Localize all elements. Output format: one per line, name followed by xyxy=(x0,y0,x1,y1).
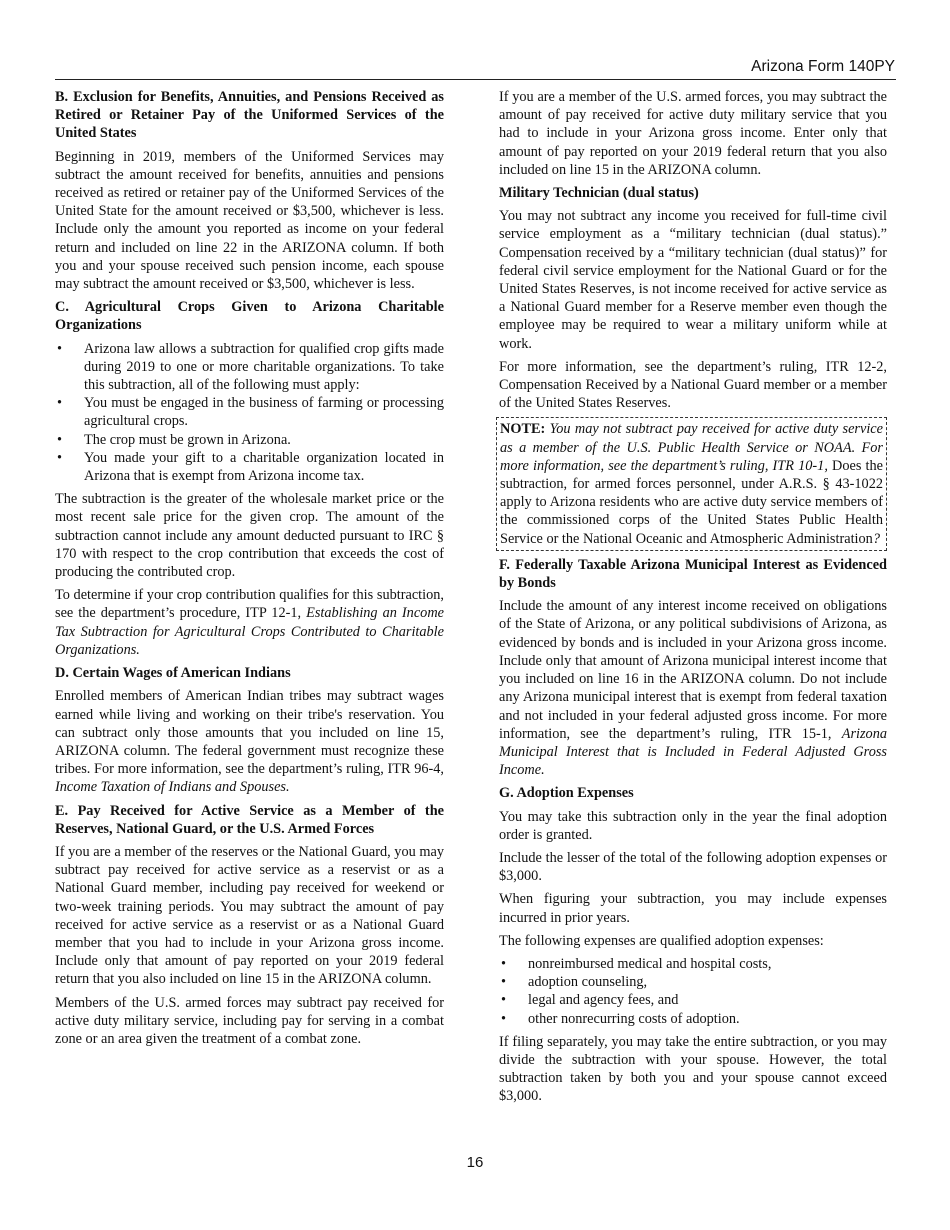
section-g-paragraph-1: You may take this subtraction only in the year the final adoption order is granted. xyxy=(499,808,887,843)
section-g-paragraph-5: If filing separately, you may take the entire subtraction, or you may divide the subtraction with your spouse. However, the total subtraction taken by both you and your spouse cannot exceed $3,000. xyxy=(499,1033,887,1105)
note-text: Does the subtraction, for armed forces personnel, under A.R.S. § 43-1022 apply to Arizona residents who are active duty service members of the commissioned corps of the United States Public Health Service or the National Oceanic and Atmospheric Administration xyxy=(500,457,884,547)
itp-reference-text: To determine if your crop contribution qualifies for this subtraction, see the department’s procedure, ITP 12-1, xyxy=(55,587,444,622)
note-italic-text: You may not subtract pay received for active duty service as a member of the U.S. Public Health Service or NOAA. For more information, see the department’s ruling, ITR 10-1, xyxy=(500,421,883,474)
note-label: NOTE: xyxy=(500,421,546,438)
left-column xyxy=(55,88,444,1053)
section-c-heading: C. Agricultural Crops Given to Arizona Charitable Organizations xyxy=(55,299,444,334)
section-f-text: Include the amount of any interest income received on obligations of the State of Arizona, or any political subdivisions of Arizona, as evidenced by bonds and is included in your Arizona gross income. Include only that amount of Arizona municipal interest income that you included on line 16 in the ARIZONA column. Do not include any Arizona municipal interest that is exempt from federal taxation and not included in your federal adjusted gross income. For more information, see the department’s ruling, ITR 15-1, xyxy=(499,598,887,742)
section-g-paragraph-3: When figuring your subtraction, you may include expenses incurred in prior years. xyxy=(499,891,887,926)
section-c-paragraph-2 xyxy=(55,586,444,659)
section-g-paragraph-4: The following expenses are qualified adoption expenses: xyxy=(499,932,824,949)
section-b-paragraph: Beginning in 2019, members of the Uniformed Services may subtract the amount received for benefits, annuities and pensions received as retired or retainer pay of the Uniformed Services of the United State for the amount received or $3,500, whichever is less. Include only the amount you reported as income on your federal return and included on line 22 in the ARIZONA column. If both you and your spouse received such pension income, each spouse may subtract the amount received or $3,500, whichever is less. xyxy=(55,148,444,293)
military-technician-paragraph-2: For more information, see the department’s ruling, ITR 12-2, Compensation Received by a National Guard member or a member of the United States Reserves. xyxy=(499,358,887,412)
itr-15-1-title: Arizona Municipal Interest that is Included in Federal Adjusted Gross Income. xyxy=(499,725,887,779)
form-title: Arizona Form 140PY xyxy=(751,58,895,75)
section-f-heading: F. Federally Taxable Arizona Municipal Interest as Evidenced by Bonds xyxy=(499,556,887,592)
military-technician-paragraph-1: You may not subtract any income you received for full-time civil service employment as a “military technician (dual status).” Compensation received by a “military technician (dual status)” for federal civil service employment for the National Guard or for the United States Reserves, is not income received for active service as a National Guard member for a Reserve member even though the employee may be required to wear a military uniform while at work. xyxy=(499,208,887,352)
right-column xyxy=(499,88,887,1111)
list-item: • You must be engaged in the business of farming or processing agricultural crops. xyxy=(55,394,444,430)
list-item: • legal and agency fees, and xyxy=(499,991,887,1009)
section-e-paragraph-2: Members of the U.S. armed forces may subtract pay received for active duty military service, including pay for serving in a combat zone or an area given the treatment of a combat zone. xyxy=(55,994,444,1047)
section-c-paragraph-1: The subtraction is the greater of the wholesale market price or the most recent sale price for the given crop. The amount of the subtraction cannot include any amount deducted pursuant to IRC § 170 with respect to the crop contribution that exceeds the cost of producing the contributed crop. xyxy=(55,491,444,581)
header-rule xyxy=(55,79,896,80)
section-f-paragraph xyxy=(499,597,887,779)
itp-12-1-title: Establishing an Income Tax Subtraction for Agricultural Crops Contributed to Charitable Organizations. xyxy=(55,605,444,658)
list-item: • Arizona law allows a subtraction for qualified crop gifts made during 2019 to one or more charitable organizations. To take this subtraction, all of the following must apply: xyxy=(55,340,444,395)
section-c-list xyxy=(55,340,444,486)
military-technician-heading: Military Technician (dual status) xyxy=(499,185,699,202)
section-d-text: Enrolled members of American Indian tribes may subtract wages earned while living and working on their tribe's reservation. You can subtract only those amounts that you included on line 15, ARIZONA column. The federal government must recognize these tribes. For more information, see the department’s ruling, ITR 96-4, xyxy=(55,688,444,778)
list-item: • The crop must be grown in Arizona. xyxy=(55,431,444,449)
section-e-paragraph-1: If you are a member of the reserves or the National Guard, you may subtract pay received for active service as a reservist or as a National Guard member, including pay received for weekend or two-week training periods. You may subtract the amount of pay received for active service as a reservist or as a National Guard member that you had to include in your Arizona gross income. Include only that amount of pay reported on your 2019 federal return that you also included on line 15 in the ARIZONA column. xyxy=(55,843,444,988)
section-e-paragraph-3: If you are a member of the U.S. armed forces, you may subtract the amount of pay received for active duty military service that you had to include in your Arizona gross income. Enter only that amount of pay reported on your 2019 federal return that you also included on line 15 in the ARIZONA column. xyxy=(499,89,887,178)
note-box xyxy=(496,417,887,550)
list-item: • You made your gift to a charitable organization located in Arizona that is exempt from Arizona income tax. xyxy=(55,449,444,485)
section-e-heading: E. Pay Received for Active Service as a Member of the Reserves, National Guard, or the U.S. Armed Forces xyxy=(55,802,444,837)
list-item: • nonreimbursed medical and hospital costs, xyxy=(499,955,887,973)
note-end: ? xyxy=(872,530,880,547)
section-g-heading: G. Adoption Expenses xyxy=(499,785,634,802)
section-g-paragraph-2: Include the lesser of the total of the following adoption expenses or $3,000. xyxy=(499,849,887,885)
section-d-paragraph xyxy=(55,687,444,796)
itr-96-4-title: Income Taxation of Indians and Spouses. xyxy=(55,779,290,796)
list-item: • adoption counseling, xyxy=(499,973,887,991)
adoption-expenses-list xyxy=(499,955,887,1028)
list-item: • other nonrecurring costs of adoption. xyxy=(499,1010,887,1028)
section-b-heading: B. Exclusion for Benefits, Annuities, and Pensions Received as Retired or Retainer Pay of the Uniformed Services of the United States xyxy=(55,89,444,142)
section-d-heading: D. Certain Wages of American Indians xyxy=(55,665,291,682)
page-number: 16 xyxy=(466,1154,484,1171)
